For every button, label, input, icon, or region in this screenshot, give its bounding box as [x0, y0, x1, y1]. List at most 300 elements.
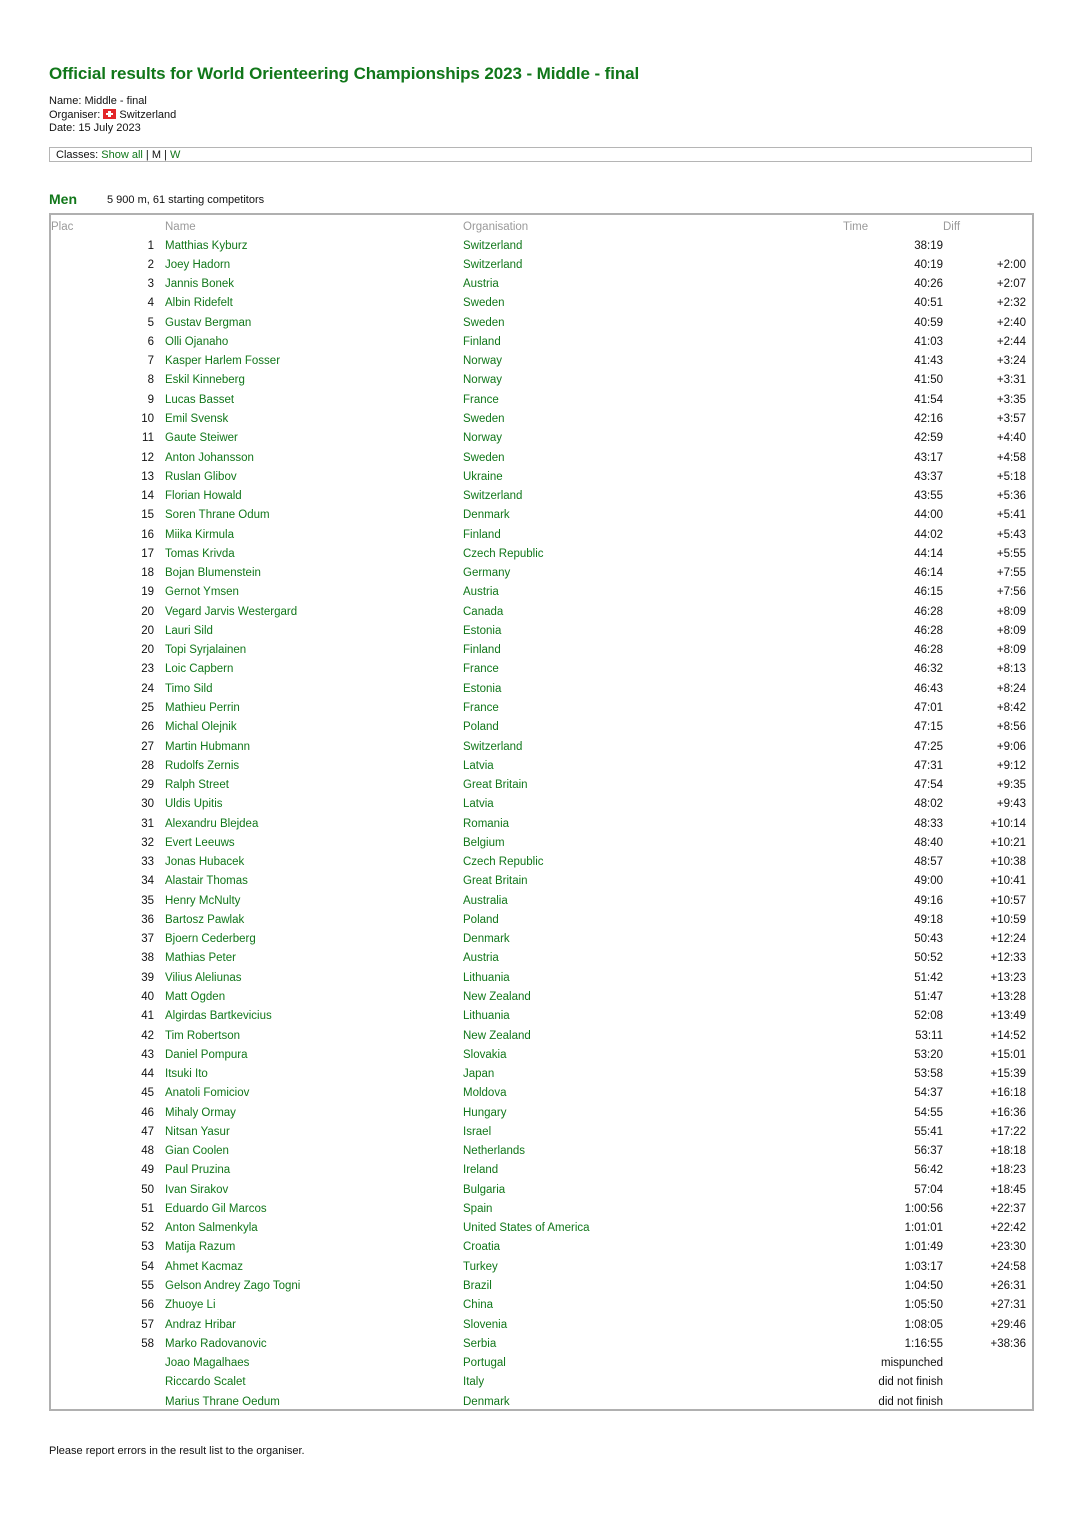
result-name-link[interactable]: Olli Ojanaho — [165, 335, 229, 348]
result-place: 56 — [141, 1299, 154, 1312]
result-organisation-link[interactable]: Canada — [463, 605, 504, 618]
result-name-link[interactable]: Albin Ridefelt — [165, 297, 233, 310]
result-place: 45 — [141, 1087, 154, 1100]
result-diff: +15:01 — [990, 1048, 1026, 1061]
result-diff: +24:58 — [990, 1260, 1026, 1273]
table-row — [51, 236, 1032, 255]
result-organisation-link[interactable]: Australia — [463, 894, 508, 907]
result-name-link[interactable]: Gian Coolen — [165, 1145, 229, 1158]
result-organisation-link[interactable]: New Zealand — [463, 1029, 531, 1042]
table-row — [51, 1141, 1032, 1160]
table-row — [51, 641, 1032, 660]
result-organisation-link[interactable]: Norway — [463, 374, 502, 387]
result-organisation-link[interactable]: Switzerland — [463, 740, 523, 753]
result-organisation-link[interactable]: Croatia — [463, 1241, 501, 1254]
table-row — [51, 987, 1032, 1006]
table-row — [51, 486, 1032, 505]
result-place: 3 — [147, 278, 154, 291]
result-diff: +18:23 — [990, 1164, 1026, 1177]
result-organisation-link[interactable]: Latvia — [463, 759, 494, 772]
result-organisation-link[interactable]: Slovenia — [463, 1318, 508, 1331]
result-organisation-link[interactable]: New Zealand — [463, 990, 531, 1003]
classes-filter-bar — [49, 147, 1032, 162]
result-organisation-link[interactable]: Portugal — [463, 1357, 506, 1370]
result-name-link[interactable]: Bartosz Pawlak — [165, 913, 245, 926]
result-time: 53:11 — [915, 1029, 943, 1042]
result-name-link[interactable]: Loic Capbern — [165, 663, 234, 676]
result-organisation-link[interactable]: Germany — [463, 567, 511, 580]
result-organisation-link[interactable]: Poland — [463, 721, 499, 734]
result-organisation-link[interactable]: Latvia — [463, 798, 494, 811]
result-name-link[interactable]: Gelson Andrey Zago Togni — [165, 1279, 301, 1292]
result-organisation-link[interactable]: France — [463, 663, 499, 676]
table-row — [51, 1238, 1032, 1257]
classes-label: Classes: — [56, 149, 99, 161]
table-row — [51, 968, 1032, 987]
table-row — [51, 737, 1032, 756]
table-row — [51, 583, 1032, 602]
result-organisation-link[interactable]: Switzerland — [463, 239, 523, 252]
result-diff: +10:21 — [990, 836, 1026, 849]
header-name: Name — [165, 220, 196, 233]
table-row — [51, 564, 1032, 583]
result-diff: +10:59 — [990, 913, 1026, 926]
result-diff: +10:14 — [990, 817, 1026, 830]
result-time: 47:25 — [914, 740, 943, 753]
result-organisation-link[interactable]: Serbia — [463, 1337, 497, 1350]
results-table — [51, 217, 1032, 1411]
result-time: 40:26 — [914, 278, 943, 291]
result-place: 1 — [147, 239, 154, 252]
result-diff: +2:00 — [996, 258, 1026, 271]
table-row — [51, 679, 1032, 698]
result-time: 48:40 — [914, 836, 943, 849]
class-info: 5 900 m, 61 starting competitors — [107, 194, 265, 206]
result-place: 10 — [141, 413, 154, 426]
result-diff: +12:24 — [990, 933, 1026, 946]
table-row — [51, 1296, 1032, 1315]
classes-separator: | — [145, 149, 149, 161]
result-name-link[interactable]: Tomas Krivda — [165, 547, 235, 560]
result-diff: +2:40 — [996, 316, 1026, 329]
result-name-link[interactable]: Alastair Thomas — [165, 875, 248, 888]
result-organisation-link[interactable]: Sweden — [463, 451, 505, 464]
result-name-link[interactable]: Vilius Aleliunas — [165, 971, 242, 984]
result-name-link[interactable]: Gaute Steiwer — [165, 432, 238, 445]
footer-note: Please report errors in the result list to the organiser. — [49, 1445, 305, 1457]
result-name-link[interactable]: Ivan Sirakov — [165, 1183, 229, 1196]
result-name-link[interactable]: Kasper Harlem Fosser — [165, 355, 281, 368]
result-place: 16 — [141, 528, 154, 541]
result-place: 32 — [141, 836, 154, 849]
result-time: 48:57 — [914, 856, 943, 869]
result-organisation-link[interactable]: Ireland — [463, 1164, 499, 1177]
result-name-link[interactable]: Bojan Blumenstein — [165, 567, 261, 580]
result-diff: +10:41 — [990, 875, 1026, 888]
result-organisation-link[interactable]: Great Britain — [463, 875, 528, 888]
result-place: 20 — [141, 605, 154, 618]
result-time: 46:14 — [914, 567, 943, 580]
result-diff: +26:31 — [990, 1279, 1026, 1292]
result-diff: +5:18 — [996, 470, 1026, 483]
table-row — [51, 833, 1032, 852]
result-place: 35 — [141, 894, 154, 907]
result-time: 41:50 — [914, 374, 943, 387]
table-row — [51, 1161, 1032, 1180]
result-name-link[interactable]: Miika Kirmula — [165, 528, 235, 541]
result-name-link[interactable]: Mihaly Ormay — [165, 1106, 236, 1119]
result-place — [51, 1373, 165, 1392]
result-time: 46:28 — [914, 605, 943, 618]
result-diff: +4:58 — [996, 451, 1026, 464]
result-organisation-link[interactable]: Norway — [463, 432, 502, 445]
result-organisation-link[interactable]: Great Britain — [463, 779, 528, 792]
result-time: 38:19 — [914, 239, 943, 252]
result-place: 29 — [141, 779, 154, 792]
result-place: 4 — [147, 297, 154, 310]
result-name-link[interactable]: Matt Ogden — [165, 990, 226, 1003]
result-organisation-link[interactable]: Brazil — [463, 1279, 492, 1292]
result-organisation-link[interactable]: Czech Republic — [463, 856, 544, 869]
result-organisation-link[interactable]: Poland — [463, 913, 499, 926]
result-name-link[interactable]: Zhuoye Li — [165, 1299, 216, 1312]
result-place: 7 — [147, 355, 154, 368]
result-diff: +3:24 — [996, 355, 1026, 368]
result-name-link[interactable]: Martin Hubmann — [165, 740, 251, 753]
result-time: did not finish — [878, 1376, 943, 1389]
result-organisation-link[interactable]: Romania — [463, 817, 510, 830]
result-time: mispunched — [880, 1357, 943, 1370]
result-place: 49 — [141, 1164, 154, 1177]
result-time: 57:04 — [914, 1183, 943, 1196]
result-time: 42:16 — [914, 413, 943, 426]
page-title: Official results for World Orienteering Championships 2023 - Middle - final — [49, 64, 640, 83]
result-name-link[interactable]: Eduardo Gil Marcos — [165, 1202, 267, 1215]
table-row — [51, 332, 1032, 351]
result-name-link[interactable]: Anatoli Fomiciov — [165, 1087, 250, 1100]
result-place: 39 — [141, 971, 154, 984]
result-place: 40 — [141, 990, 154, 1003]
result-organisation-link[interactable]: United States of America — [463, 1222, 590, 1235]
result-name-link[interactable]: Mathias Peter — [165, 952, 236, 965]
result-organisation-link[interactable]: Czech Republic — [463, 547, 544, 560]
result-time: 49:00 — [914, 875, 943, 888]
result-organisation-link[interactable]: China — [463, 1299, 494, 1312]
result-place: 30 — [141, 798, 154, 811]
result-place: 5 — [147, 316, 154, 329]
result-organisation-link[interactable]: Switzerland — [463, 490, 523, 503]
result-organisation-link[interactable]: Lithuania — [463, 1010, 510, 1023]
table-row — [51, 1026, 1032, 1045]
result-organisation-link[interactable]: Austria — [463, 278, 499, 291]
result-name-link[interactable]: Michal Olejnik — [165, 721, 237, 734]
result-time: 40:59 — [914, 316, 943, 329]
meta-name-line — [49, 95, 176, 109]
result-name-link[interactable]: Joao Magalhaes — [165, 1357, 250, 1370]
result-place: 9 — [147, 393, 154, 406]
result-time: 46:28 — [914, 644, 943, 657]
result-name-link[interactable]: Florian Howald — [165, 490, 242, 503]
result-time: 54:37 — [914, 1087, 943, 1100]
result-name-link[interactable]: Lauri Sild — [165, 624, 213, 637]
result-name-link[interactable]: Emil Svensk — [165, 413, 229, 426]
result-name-link[interactable]: Jonas Hubacek — [165, 856, 245, 869]
table-row — [51, 1353, 1032, 1372]
result-name-link[interactable]: Andraz Hribar — [165, 1318, 236, 1331]
result-name-link[interactable]: Mathieu Perrin — [165, 702, 240, 714]
table-row — [51, 930, 1032, 949]
result-time: 50:52 — [914, 952, 943, 965]
result-place: 17 — [141, 547, 154, 560]
result-time: 44:14 — [914, 547, 943, 560]
result-diff: +5:36 — [996, 490, 1026, 503]
table-row — [51, 313, 1032, 332]
result-diff: +22:37 — [990, 1202, 1026, 1215]
result-time: did not finish — [878, 1395, 943, 1408]
result-diff: +3:35 — [996, 393, 1026, 406]
table-row — [51, 1373, 1032, 1392]
table-row — [51, 621, 1032, 640]
result-name-link[interactable]: Lucas Basset — [165, 393, 235, 406]
result-organisation-link[interactable]: Norway — [463, 355, 502, 368]
result-place: 44 — [141, 1068, 154, 1081]
result-name-link[interactable]: Evert Leeuws — [165, 836, 235, 849]
result-organisation-link[interactable]: Netherlands — [463, 1145, 526, 1158]
table-row — [51, 698, 1032, 717]
event-meta — [49, 95, 176, 136]
header-diff: Diff — [943, 220, 961, 233]
result-organisation-link[interactable]: Denmark — [463, 933, 510, 946]
result-time: 41:43 — [914, 355, 943, 368]
result-diff: +27:31 — [990, 1299, 1026, 1312]
table-row — [51, 1392, 1032, 1411]
result-place: 48 — [141, 1145, 154, 1158]
result-place: 23 — [141, 663, 154, 676]
result-diff: +8:13 — [996, 663, 1026, 676]
result-organisation-link[interactable]: Japan — [463, 1068, 495, 1081]
result-name-link[interactable]: Alexandru Blejdea — [165, 817, 259, 830]
result-organisation-link[interactable]: Sweden — [463, 297, 505, 310]
result-diff — [943, 1353, 1032, 1372]
result-diff — [943, 236, 1032, 255]
result-time: 40:19 — [914, 258, 943, 271]
result-name-link[interactable]: Matija Razum — [165, 1241, 236, 1254]
result-diff: +14:52 — [990, 1029, 1026, 1042]
result-place: 28 — [141, 759, 154, 772]
result-name-link[interactable]: Itsuki Ito — [165, 1068, 208, 1081]
result-time: 48:33 — [914, 817, 943, 830]
result-diff: +15:39 — [990, 1068, 1026, 1081]
result-organisation-link[interactable]: Slovakia — [463, 1048, 507, 1061]
result-diff: +9:12 — [996, 759, 1026, 772]
result-place: 50 — [141, 1183, 154, 1196]
result-name-link[interactable]: Jannis Bonek — [165, 278, 235, 291]
result-time: 47:54 — [914, 779, 943, 792]
result-organisation-link[interactable]: Finland — [463, 528, 501, 541]
result-diff: +4:40 — [996, 432, 1026, 445]
result-organisation-link[interactable]: Finland — [463, 644, 501, 657]
result-time: 47:01 — [914, 702, 943, 714]
result-organisation-link[interactable]: Belgium — [463, 836, 505, 849]
result-organisation-link[interactable]: Turkey — [463, 1260, 498, 1273]
result-organisation-link[interactable]: France — [463, 702, 499, 714]
result-diff: +10:57 — [990, 894, 1026, 907]
result-name-link[interactable]: Daniel Pompura — [165, 1048, 248, 1061]
result-name-link[interactable]: Timo Sild — [165, 682, 213, 695]
table-row — [51, 718, 1032, 737]
meta-date-label: Date: — [49, 122, 76, 134]
result-organisation-link[interactable]: Bulgaria — [463, 1183, 506, 1196]
result-diff: +3:31 — [996, 374, 1026, 387]
table-row — [51, 891, 1032, 910]
table-row — [51, 525, 1032, 544]
result-time: 53:20 — [914, 1048, 943, 1061]
results-body — [51, 236, 1032, 1411]
swiss-flag-icon — [103, 109, 116, 119]
result-place: 15 — [141, 509, 154, 522]
meta-organiser-value: Switzerland — [119, 108, 177, 121]
classes-show-all-link[interactable]: Show all — [101, 149, 143, 161]
table-row — [51, 255, 1032, 274]
result-name-link[interactable]: Nitsan Yasur — [165, 1125, 230, 1138]
table-row — [51, 506, 1032, 525]
result-name-link[interactable]: Marius Thrane Oedum — [165, 1395, 280, 1408]
result-organisation-link[interactable]: Estonia — [463, 682, 502, 695]
result-name-link[interactable]: Henry McNulty — [165, 894, 241, 907]
result-organisation-link[interactable]: Austria — [463, 586, 499, 599]
result-organisation-link[interactable]: Austria — [463, 952, 499, 965]
table-row — [51, 872, 1032, 891]
result-name-link[interactable]: Anton Johansson — [165, 451, 254, 464]
result-organisation-link[interactable]: Sweden — [463, 316, 505, 329]
result-name-link[interactable]: Gernot Ymsen — [165, 586, 239, 599]
result-name-link[interactable]: Gustav Bergman — [165, 316, 252, 329]
table-row — [51, 795, 1032, 814]
result-name-link[interactable]: Tim Robertson — [165, 1029, 240, 1042]
result-name-link[interactable]: Vegard Jarvis Westergard — [165, 605, 298, 618]
result-organisation-link[interactable]: Israel — [463, 1125, 492, 1138]
table-row — [51, 1084, 1032, 1103]
result-place: 54 — [141, 1260, 154, 1273]
result-name-link[interactable]: Eskil Kinneberg — [165, 374, 245, 387]
result-name-link[interactable]: Matthias Kyburz — [165, 239, 248, 252]
table-row — [51, 1334, 1032, 1353]
result-diff: +2:32 — [996, 297, 1026, 310]
result-name-link[interactable]: Marko Radovanovic — [165, 1337, 267, 1350]
result-diff — [943, 1392, 1032, 1411]
result-time: 55:41 — [914, 1125, 943, 1138]
result-place: 12 — [141, 451, 154, 464]
result-place: 47 — [141, 1125, 154, 1138]
result-organisation-link[interactable]: France — [463, 393, 499, 406]
result-name-link[interactable]: Joey Hadorn — [165, 258, 231, 271]
result-diff: +9:06 — [996, 740, 1026, 753]
result-place: 55 — [141, 1279, 154, 1292]
result-organisation-link[interactable]: Denmark — [463, 1395, 510, 1408]
meta-organiser-label: Organiser: — [49, 108, 101, 121]
result-organisation-link[interactable]: Switzerland — [463, 258, 523, 271]
result-organisation-link[interactable]: Hungary — [463, 1106, 507, 1119]
result-organisation-link[interactable]: Italy — [463, 1376, 485, 1389]
result-name-link[interactable]: Algirdas Bartkevicius — [165, 1010, 272, 1023]
result-place: 8 — [147, 374, 154, 387]
result-organisation-link[interactable]: Sweden — [463, 413, 505, 426]
result-name-link[interactable]: Paul Pruzina — [165, 1164, 231, 1177]
result-name-link[interactable]: Topi Syrjalainen — [165, 644, 247, 657]
result-name-link[interactable]: Ralph Street — [165, 779, 229, 792]
result-time: 43:17 — [914, 451, 943, 464]
result-diff: +29:46 — [990, 1318, 1026, 1331]
result-organisation-link[interactable]: Spain — [463, 1202, 493, 1215]
result-place: 51 — [141, 1202, 154, 1215]
result-organisation-link[interactable]: Moldova — [463, 1087, 507, 1100]
result-organisation-link[interactable]: Lithuania — [463, 971, 510, 984]
result-time: 1:00:56 — [904, 1202, 943, 1215]
result-place: 46 — [141, 1106, 154, 1119]
result-time: 43:55 — [914, 490, 943, 503]
result-place: 11 — [142, 432, 154, 445]
result-organisation-link[interactable]: Estonia — [463, 624, 502, 637]
table-row — [51, 1007, 1032, 1026]
table-row — [51, 390, 1032, 409]
result-place: 42 — [141, 1029, 154, 1042]
result-name-link[interactable]: Anton Salmenkyla — [165, 1222, 258, 1235]
table-row — [51, 1199, 1032, 1218]
table-row — [51, 949, 1032, 968]
result-time: 1:04:50 — [904, 1279, 943, 1292]
result-diff: +9:35 — [996, 779, 1026, 792]
table-row — [51, 352, 1032, 371]
result-time: 46:28 — [914, 624, 943, 637]
table-row — [51, 756, 1032, 775]
result-organisation-link[interactable]: Finland — [463, 335, 501, 348]
result-diff: +13:23 — [990, 971, 1026, 984]
classes-w-link[interactable]: W — [169, 149, 181, 161]
header-organisation: Organisation — [463, 220, 529, 233]
result-diff: +5:41 — [996, 509, 1026, 522]
result-name-link[interactable]: Riccardo Scalet — [165, 1376, 246, 1389]
result-name-link[interactable]: Uldis Upitis — [165, 798, 223, 811]
table-row — [51, 853, 1032, 872]
result-place: 18 — [141, 567, 154, 580]
result-time: 46:32 — [914, 663, 943, 676]
table-row — [51, 1103, 1032, 1122]
header-time: Time — [843, 220, 869, 233]
result-place: 43 — [141, 1048, 154, 1061]
result-name-link[interactable]: Bjoern Cederberg — [165, 933, 256, 946]
result-name-link[interactable]: Ruslan Glibov — [165, 470, 237, 483]
table-row — [51, 1045, 1032, 1064]
result-time: 41:54 — [914, 393, 943, 406]
result-diff: +7:56 — [996, 586, 1026, 599]
result-name-link[interactable]: Rudolfs Zernis — [165, 759, 240, 772]
result-time: 48:02 — [914, 798, 943, 811]
results-header-row — [51, 217, 1032, 236]
result-diff: +13:49 — [990, 1010, 1026, 1023]
result-name-link[interactable]: Soren Thrane Odum — [165, 509, 270, 522]
result-name-link[interactable]: Ahmet Kacmaz — [165, 1260, 243, 1273]
classes-separator: | — [164, 149, 167, 161]
table-row — [51, 660, 1032, 679]
result-organisation-link[interactable]: Ukraine — [463, 470, 503, 483]
table-row — [51, 1064, 1032, 1083]
classes-m-link[interactable]: M — [151, 149, 161, 161]
result-time: 44:02 — [914, 528, 943, 541]
result-place: 24 — [141, 682, 154, 695]
result-organisation-link[interactable]: Denmark — [463, 509, 510, 522]
table-row — [51, 429, 1032, 448]
result-diff — [943, 1373, 1032, 1392]
